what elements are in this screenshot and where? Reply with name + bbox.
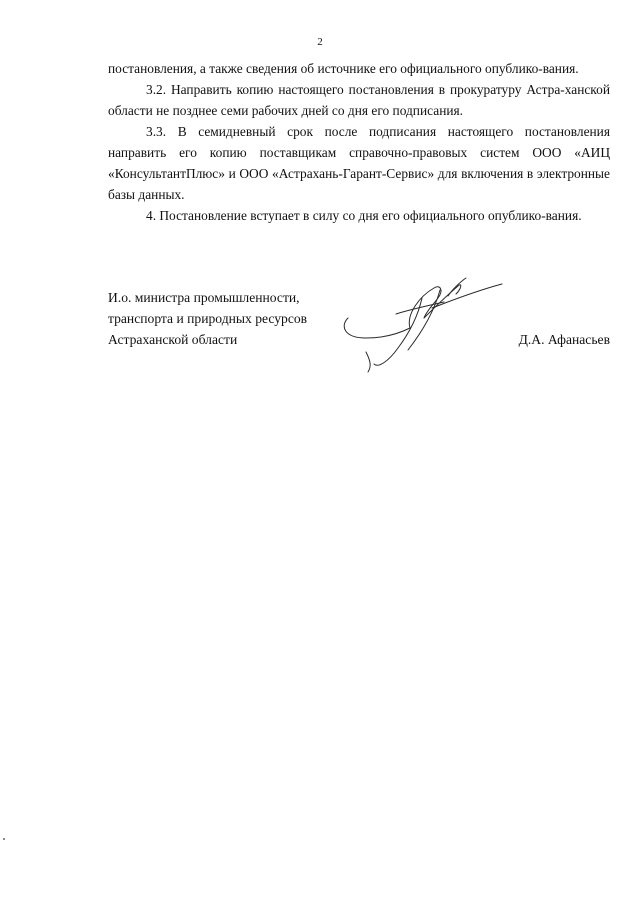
page-number: 2 xyxy=(317,36,323,48)
signatory-position xyxy=(108,287,307,350)
signatory-name: Д.А. Афанасьев xyxy=(518,332,610,347)
paragraph-3-2: 3.2. Направить копию настоящего постановления в прокуратуру Астра-ханской области не позднее семи рабочих дней со дня его подписания. xyxy=(108,82,610,118)
position-line: транспорта и природных ресурсов xyxy=(108,311,308,326)
handwritten-signature xyxy=(336,268,506,378)
paragraph-continuation: постановления, а также сведения об источнике его официального опублико-вания. xyxy=(108,61,579,76)
position-line: Астраханской области xyxy=(108,332,238,347)
margin-mark xyxy=(3,838,5,840)
paragraph-4: 4. Постановление вступает в силу со дня его официального опублико-вания. xyxy=(146,208,582,223)
paragraph-3-3: 3.3. В семидневный срок после подписания настоящего постановления направить его копию поставщикам справочно-правовых систем ООО «АИЦ «КонсультантПлюс» и ООО «Астрахань-Гарант-Сервис» для включения в электронные базы данных. xyxy=(108,124,610,202)
position-line: И.о. министра промышленности, xyxy=(108,290,300,305)
document-body xyxy=(108,58,610,226)
